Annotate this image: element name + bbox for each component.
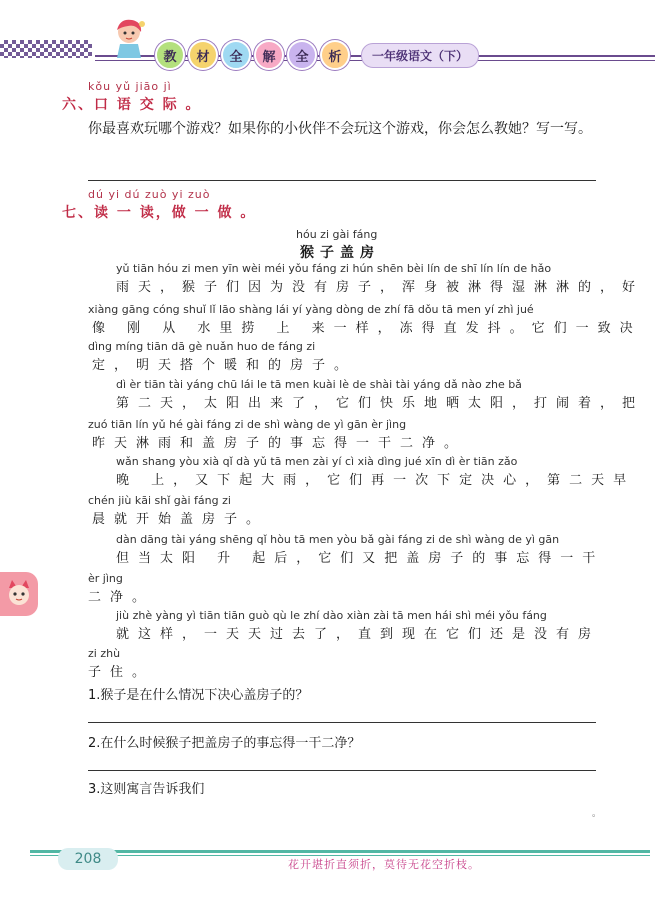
title-char: 材 [188,40,218,70]
title-char: 析 [320,40,350,70]
section6-title: 六、口 语 交 际 。 [62,97,202,113]
story-title-pinyin: hóu zi gài fáng [296,228,378,241]
story-title: 猴子盖房 [300,245,380,261]
story-line-pinyin: dì èr tiān tài yáng chū lái le tā men kuài lè de shài tài yáng dǎ nào zhe bǎ [116,378,522,391]
story-line-text: 但当太阳 升 起后，它们又把盖房子的事忘得一干 [116,551,605,566]
title-char: 解 [254,40,284,70]
page-number: 208 [58,848,118,870]
story-line-text: 雨天，猴子们因为没有房子，浑身被淋得湿淋淋的，好 [116,280,645,295]
header-title [155,40,479,70]
story-line-text: 像 刚 从 水里捞 上 来一样，冻得直发抖。它们一致决 [92,321,642,336]
story-line-pinyin: chén jiù kāi shǐ gài fáng zi [88,494,231,507]
story-line-pinyin: zi zhù [88,647,121,660]
story-line-text: 晚 上，又下起大雨，它们再一次下定决心，第二天早 [116,473,636,488]
section6-pinyin: kǒu yǔ jiāo jì [88,80,172,93]
story-line-text: 就这样，一天天过去了，直到现在它们还是没有房 [116,627,601,642]
footer-motto: 花开堪折直须折，莫待无花空折枝。 [288,858,480,871]
title-char: 全 [221,40,251,70]
cartoon-face-icon [6,578,32,608]
section6-prompt: 你最喜欢玩哪个游戏？如果你的小伙伴不会玩这个游戏，你会怎么教她？写一写。 [88,121,592,137]
story-line-text: 子住。 [88,665,155,680]
story-line-pinyin: dìng míng tiān dā gè nuǎn huo de fáng zi [88,340,316,353]
story-line-pinyin: jiù zhè yàng yì tiān tiān guò qù le zhí dào xiàn zài tā men hái shì méi yǒu fáng [116,609,547,622]
question-2: 2.在什么时候猴子把盖房子的事忘得一干二净？ [88,736,361,751]
side-tab [0,572,38,616]
story-line-pinyin: zuó tiān lín yǔ hé gài fáng zi de shì wàng de yì gān èr jìng [88,418,407,431]
question-3: 3.这则寓言告诉我们 [88,782,205,797]
mascot-girl-icon [108,16,150,60]
section7-pinyin: dú yi dú zuò yi zuò [88,188,211,201]
title-char: 全 [287,40,317,70]
page-header [0,0,658,70]
story-line-pinyin: dàn dāng tài yáng shēng qǐ hòu tā men yòu bǎ gài fáng zi de shì wàng de yì gān [116,533,560,546]
answer-line[interactable] [88,722,596,723]
title-char: 教 [155,40,185,70]
story-line-text: 第二天，太阳出来了，它们快乐地晒太阳，打闹着，把 [116,396,645,411]
question-1: 1.猴子是在什么情况下决心盖房子的？ [88,688,309,703]
story-line-pinyin: xiàng gāng cóng shuǐ lǐ lāo shàng lái yí yàng dòng de zhí fā dǒu tā men yí zhì jué [88,303,534,316]
answer-line[interactable] [88,180,596,181]
trailing-mark: 。 [592,809,602,819]
story-line-text: 昨天淋雨和盖房子的事忘得一干二净。 [92,436,467,451]
story-line-pinyin: wǎn shang yòu xià qǐ dà yǔ tā men zài yí cì xià dìng jué xīn dì èr tiān zǎo [116,455,518,468]
checker-decoration [0,40,92,58]
book-label: 一年级语文（下） [361,43,479,68]
story-line-text: 二净。 [88,590,155,605]
section7-title: 七、读 一 读，做 一 做 。 [62,205,257,221]
story-line-text: 晨就开始盖房子。 [92,512,269,527]
story-line-pinyin: èr jìng [88,572,123,585]
story-line-text: 定，明天搭个暖和的房子。 [92,358,357,373]
answer-line[interactable] [88,770,596,771]
footer-rule [30,850,650,853]
story-line-pinyin: yǔ tiān hóu zi men yīn wèi méi yǒu fáng zi hún shēn bèi lín de shī lín lín de hǎo [116,262,552,275]
